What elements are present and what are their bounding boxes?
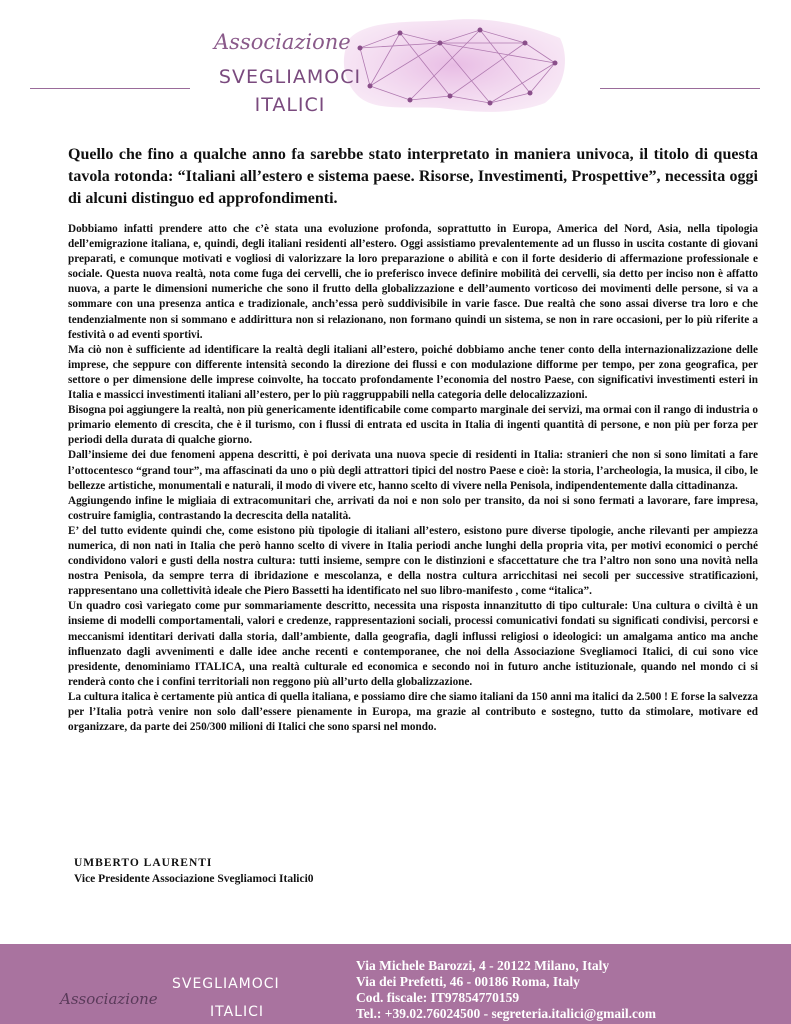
footer-brand-name-line2: ITALICI xyxy=(210,1004,265,1020)
footer-band xyxy=(0,944,791,1024)
signature-block xyxy=(74,855,474,887)
brand-name-line2: ITALICI xyxy=(254,94,326,116)
body-paragraph: Dall’insieme dei due fenomeni appena descritti, è poi derivata una nuova specie di residenti in Italia: stranieri che non si sono limitati a fare l’ottocentesco “grand tour”, ma affascinati da uno o più degli attrattori tipici del nostro Paese e cioè: la storia, l’archeologia, la musica, il cibo, le bellezze artistiche, monumentali e naturali, il modo di vivere etc, hanno scelto di vivere nella Penisola, indipendentemente dalla cittadinanza. xyxy=(68,449,758,492)
body-paragraph: Ma ciò non è sufficiente ad identificare la realtà degli italiani all’estero, poiché dobbiamo anche tener conto della internazionalizzazione delle imprese, che seppure con differente intensità secondo la direzione dei flussi e con modulazione difforme per tempo, per zona geografica, per settore o per dimensione delle imprese coinvolte, ha toccato profondamente l’economia del nostro Paese, con significativi investimenti esteri in Italia e massicci investimenti italiani all’estero, per lo più raggruppabili nella categoria delle delocalizzazioni. xyxy=(68,343,758,402)
footer-brand-associazione: Associazione xyxy=(60,990,158,1008)
brand-name-line1: SVEGLIAMOCI xyxy=(218,66,362,88)
signatory-role: Vice Presidente Associazione Svegliamoci Italici0 xyxy=(74,873,314,885)
body-paragraph: Aggiungendo infine le migliaia di extracomunitari che, arrivati da noi e non solo per transito, da noi si sono fermati a lavorare, fare impresa, costruire famiglia, contrastando la decrescita della natalità. xyxy=(68,494,758,522)
body-paragraph: E’ del tutto evidente quindi che, come esistono più tipologie di italiani all’estero, esistono pure diverse tipologie, anche rilevanti per ampiezza numerica, di non nati in Italia che però hanno scelto di vivere in Italia periodi anche lunghi della propria vita, per motivi economici o perché condividono valori e gusti della nostra cultura: tutti insieme, sempre con le distinzioni e sfaccettature che tra l’altro non sono una novità nella nostra Penisola, da sempre terra di ibridazione e mescolanza, e della nostra cultura arricchitasi nei secoli per successive stratificazioni, rappresentano una collettività ideale che Piero Bassetti ha identificato nel suo libro-manifesto , come “italica”. xyxy=(68,524,758,598)
document-title: Quello che fino a qualche anno fa sarebbe stato interpretato in maniera univoca, il titolo di questa tavola rotonda: “Italiani all’estero e sistema paese. Risorse, Investimenti, Prospettive”, necessita oggi di alcuni distinguo ed approfondimenti. xyxy=(68,146,758,207)
address-roma: Via dei Prefetti, 46 - 00186 Roma, Italy xyxy=(356,974,580,989)
letter-body xyxy=(68,222,758,735)
address-milano: Via Michele Barozzi, 4 - 20122 Milano, Italy xyxy=(356,958,610,973)
header-rule-right xyxy=(600,88,760,89)
header-rule-left xyxy=(30,88,190,89)
body-paragraph: Bisogna poi aggiungere la realtà, non più genericamente identificabile come comparto marginale dei servizi, ma ormai con il rango di industria o primario elemento di crescita, che è il turismo, con i flussi di entrata ed uscita in Italia di ingenti quantità di persone, e non più per forza per periodi della durata di qualche giorno. xyxy=(68,404,758,447)
brand-associazione: Associazione xyxy=(214,30,351,54)
body-paragraph: La cultura italica è certamente più antica di quella italiana, e possiamo dire che siamo italiani da 150 anni ma italici da 2.500 ! E forse la salvezza per l’Italia potrà venire non solo dall’essere pienamente in Europa, ma grazie al contributo e sostegno, tutto da stimolare, motivare ed organizzare, da parte dei 250/300 milioni di Italici che sono sparsi nel mondo. xyxy=(68,690,758,734)
body-paragraph: Un quadro così variegato come pur sommariamente descritto, necessita una risposta innanzitutto di tipo culturale: Una cultura o civiltà è un insieme di modelli comportamentali, valori e credenze, rappresentazioni sociali, processi comunicativi fondati su significati condivisi, percorsi e meccanismi identitari derivati dalla storia, dall’ambiente, dalla geografia, dagli influssi religiosi o ideologici: un amalgama antico ma anche influenzato dagli avvenimenti e dalle idee anche recenti e contemporanee, che noi della Associazione Svegliamoci Italici, di cui sono vice presidente, denominiamo ITALICA, una realtà culturale ed economica e secondo noi in futuro anche istituzionale, quando nel mondo ci si renderà conto che i confini territoriali non reggono più all’urto della globalizzazione. xyxy=(68,600,758,688)
letterhead xyxy=(0,0,791,130)
footer-contacts xyxy=(356,958,776,1022)
body-paragraph: Dobbiamo infatti prendere atto che c’è stata una evoluzione profonda, soprattutto in Europa, America del Nord, Asia, nella tipologia dell’emigrazione italiana, e, quindi, degli italiani residenti all’estero. Oggi assistiamo prevalentemente ad un flusso in uscita costante di giovani preparati, e comunque motivati e vogliosi di valorizzare la loro preparazione o abilità e con il forte desiderio di affermazione professionale e sociale. Questa nuova realtà, nota come fuga dei cervelli, che io preferisco invece definire mobilità dei cervelli, sia detto per inciso non è affatto nuova, a parte le dimensioni numeriche che sono il frutto della globalizzazione e dell’aumento vorticoso dei movimenti delle persone, si va a sommare con una presenza antica e tradizionale, anch’essa però suddivisibile in varie fasce. Due realtà che sono assai diverse tra loro e che tendenzialmente non si sommano e addirittura non si relazionano, non formano quindi un sistema, se non in rare occasioni, per lo più riferite a festività o ad eventi sportivi. xyxy=(68,223,758,341)
signatory-name: UMBERTO LAURENTI xyxy=(74,857,213,869)
footer-brand-name-line1: SVEGLIAMOCI xyxy=(172,976,280,992)
phone-email: Tel.: +39.02.76024500 - segreteria.italici@gmail.com xyxy=(356,1006,656,1021)
fiscal-code: Cod. fiscale: IT97854770159 xyxy=(356,990,520,1005)
